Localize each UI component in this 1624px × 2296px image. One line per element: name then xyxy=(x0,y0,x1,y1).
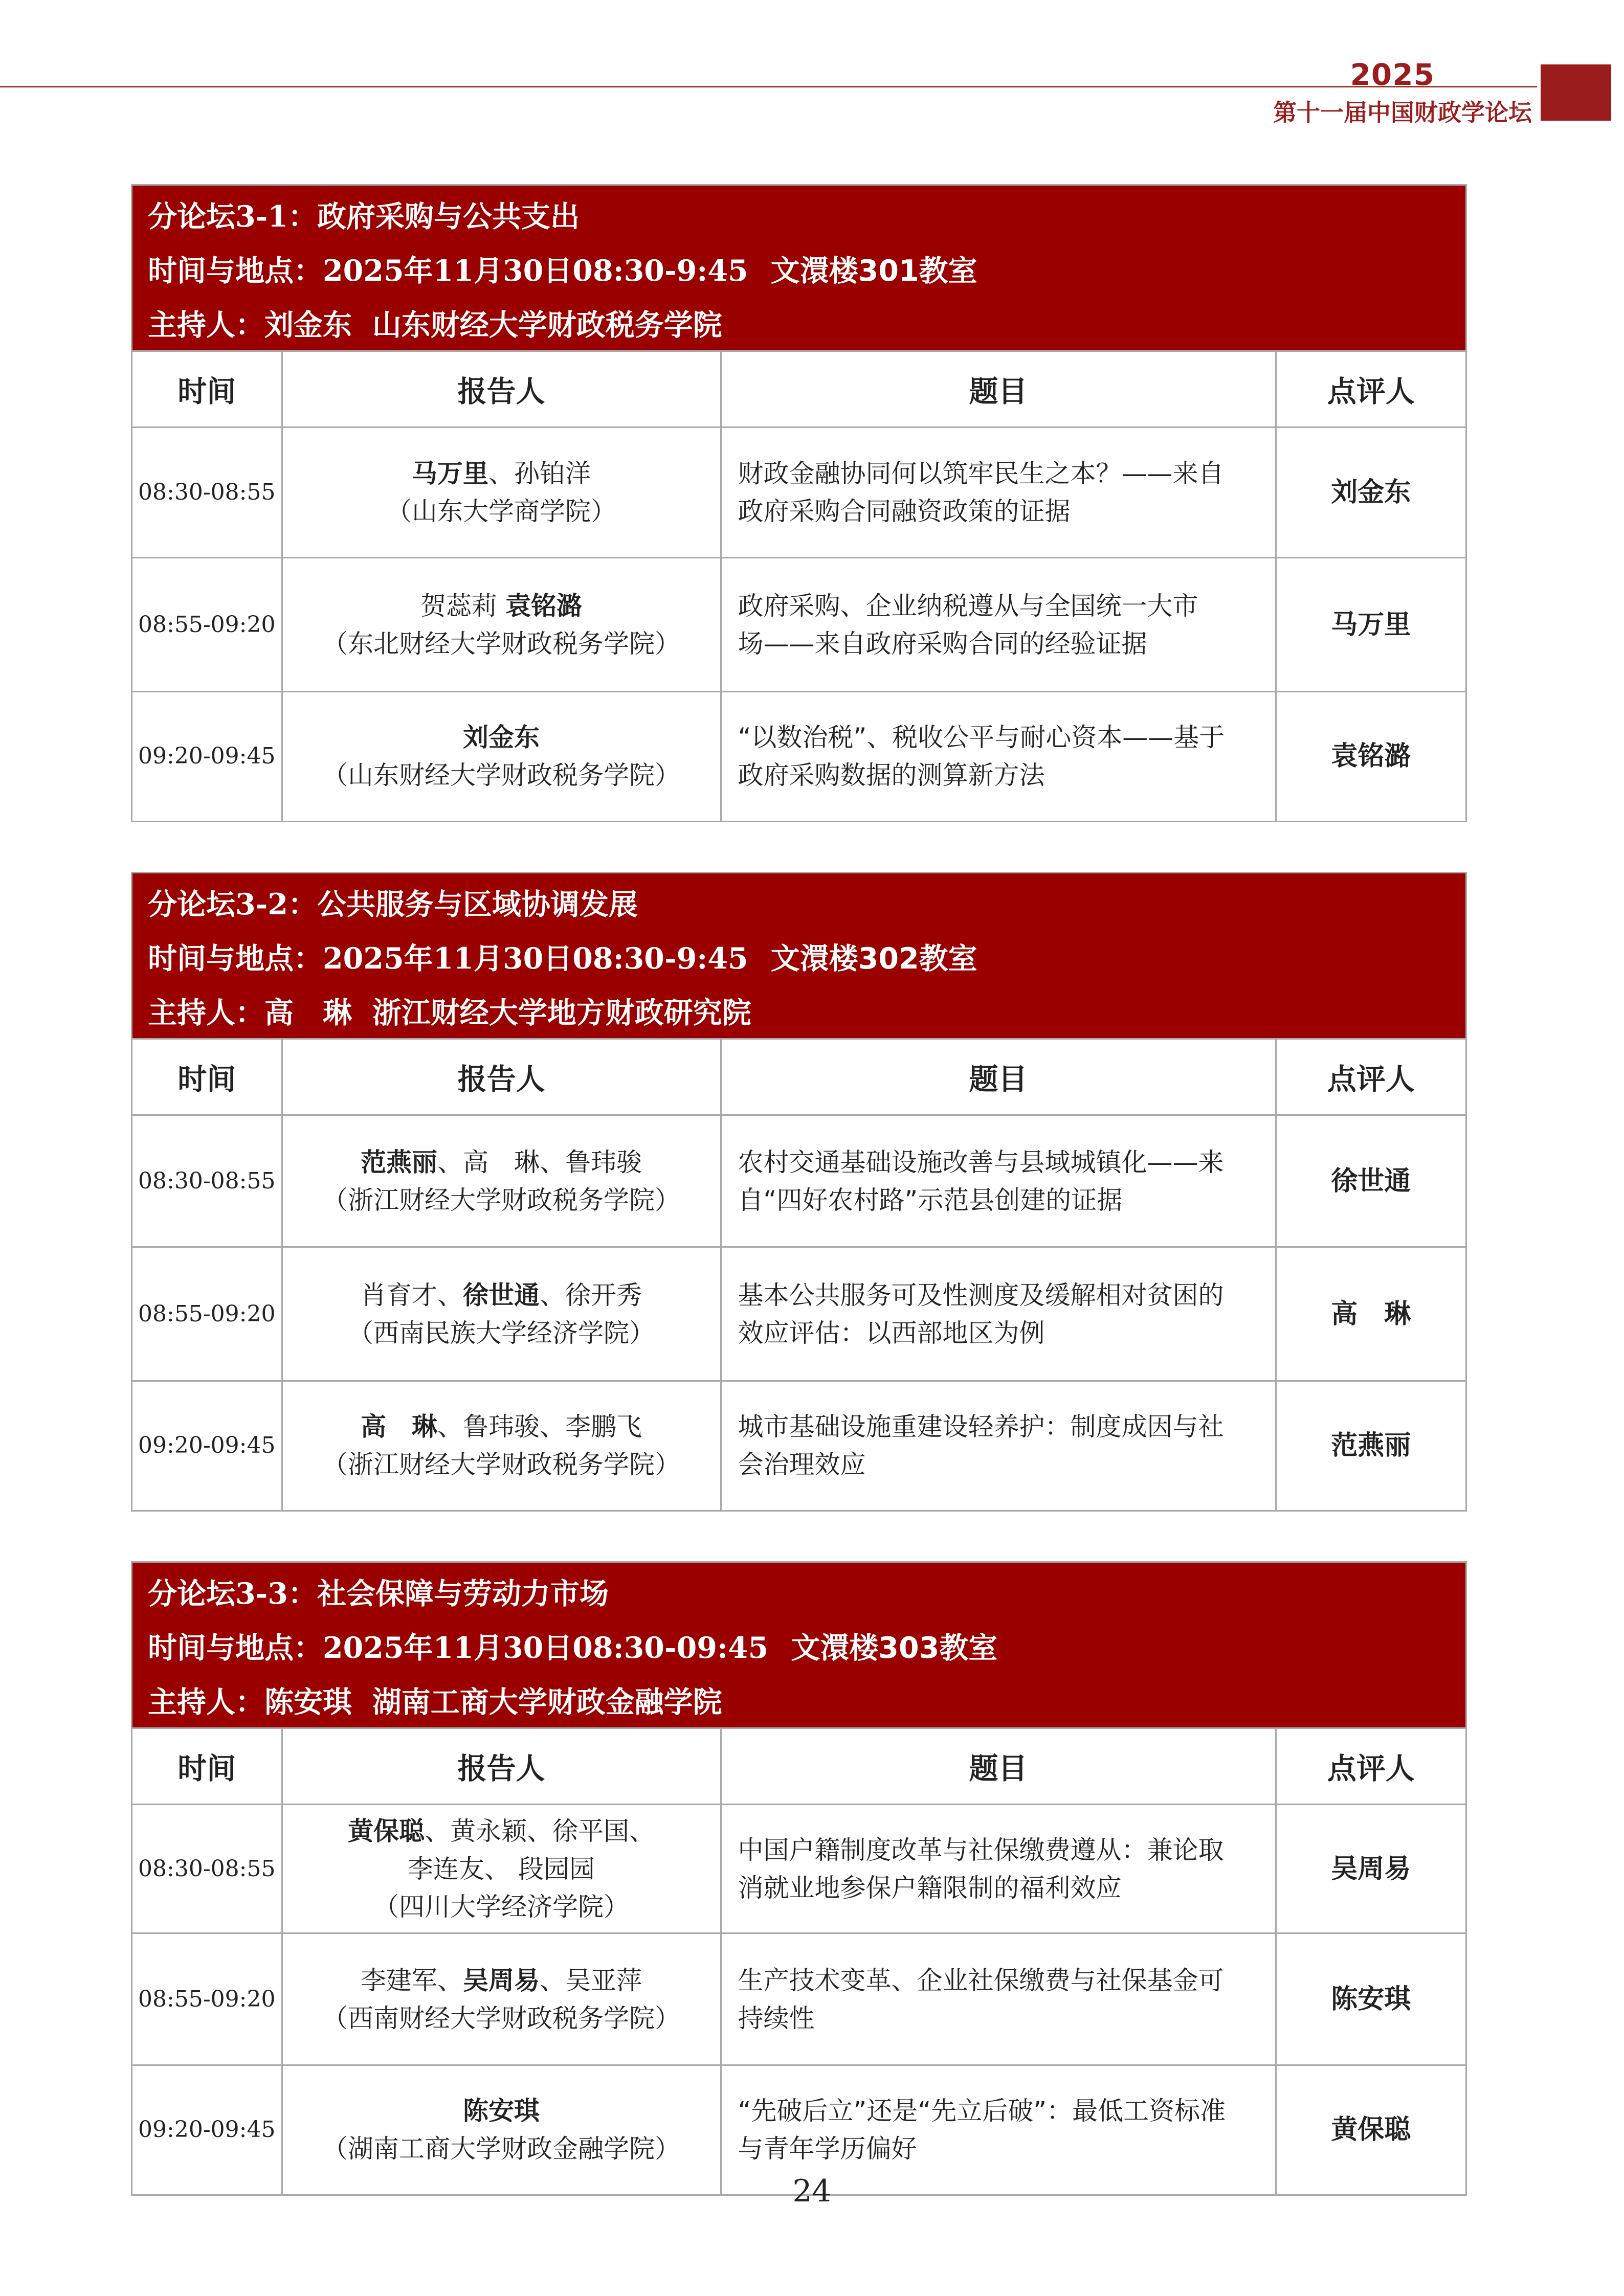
speaker-line: 马万里、孙铂洋 xyxy=(412,459,591,488)
topic-line: 效应评估：以西部地区为例 xyxy=(738,1318,1045,1348)
topic-cell xyxy=(721,1933,1276,2065)
speakers-cell xyxy=(282,1115,721,1247)
topic-cell xyxy=(721,1247,1276,1381)
column-header-reviewer: 点评人 xyxy=(1276,1039,1465,1115)
speakers-cell xyxy=(282,1247,721,1381)
header-rule xyxy=(0,86,1537,87)
column-header-time: 时间 xyxy=(132,1728,282,1805)
session-time: 09:20-09:45 xyxy=(132,692,282,821)
session-time: 08:30-08:55 xyxy=(132,1805,282,1933)
column-header-speaker: 报告人 xyxy=(282,351,721,427)
table-header-row xyxy=(132,1039,1465,1115)
speaker-line: （四川大学经济学院） xyxy=(373,1892,629,1922)
topic-line: 政府采购合同融资政策的证据 xyxy=(738,497,1071,526)
forum-title: 分论坛3-1：政府采购与公共支出 xyxy=(148,199,580,234)
table-row xyxy=(132,558,1465,692)
speakers-cell xyxy=(282,1933,721,2065)
speaker-line: 刘金东 xyxy=(463,723,540,753)
table-header-row xyxy=(132,1728,1465,1805)
reviewer: 范燕丽 xyxy=(1276,1381,1465,1510)
speaker-line: 陈安琪 xyxy=(463,2096,540,2126)
reviewer: 袁铭潞 xyxy=(1276,692,1465,821)
schedule-table xyxy=(132,350,1465,821)
session-time: 08:55-09:20 xyxy=(132,558,282,692)
forum-host: 主持人：陈安琪 湖南工商大学财政金融学院 xyxy=(148,1685,722,1719)
table-row xyxy=(132,1805,1465,1933)
reviewer: 徐世通 xyxy=(1276,1115,1465,1247)
speaker-line: 肖育才、徐世通、徐开秀 xyxy=(361,1280,642,1310)
topic-line: 政府采购、企业纳税遵从与全国统一大市 xyxy=(738,591,1198,621)
session-time: 09:20-09:45 xyxy=(132,2065,282,2194)
table-row xyxy=(132,692,1465,821)
forum-title: 分论坛3-3：社会保障与劳动力市场 xyxy=(148,1577,609,1611)
session-time: 08:30-08:55 xyxy=(132,427,282,558)
topic-line: 生产技术变革、企业社保缴费与社保基金可 xyxy=(738,1965,1224,1995)
forum-section xyxy=(131,1561,1467,2196)
speakers-cell xyxy=(282,692,721,821)
column-header-reviewer: 点评人 xyxy=(1276,1728,1465,1805)
column-header-time: 时间 xyxy=(132,1039,282,1115)
table-row xyxy=(132,1247,1465,1381)
topic-line: 基本公共服务可及性测度及缓解相对贫困的 xyxy=(738,1280,1224,1310)
speaker-line: 贺蕊莉 袁铭潞 xyxy=(420,591,582,621)
topic-line: 与青年学历偏好 xyxy=(738,2134,917,2164)
reviewer: 黄保聪 xyxy=(1276,2065,1465,2194)
topic-cell xyxy=(721,1115,1276,1247)
topic-cell xyxy=(721,558,1276,692)
reviewer: 刘金东 xyxy=(1276,427,1465,558)
topic-line: 中国户籍制度改革与社保缴费遵从：兼论取 xyxy=(738,1835,1224,1865)
page-number: 24 xyxy=(792,2173,832,2209)
speakers-cell xyxy=(282,558,721,692)
topic-line: 消就业地参保户籍限制的福利效应 xyxy=(738,1873,1122,1903)
schedule-table xyxy=(132,1727,1465,2194)
speakers-cell xyxy=(282,1805,721,1933)
speaker-line: （浙江财经大学财政税务学院） xyxy=(322,1450,680,1480)
forum-header xyxy=(132,1563,1465,1727)
header-subtitle: 第十一届中国财政学论坛 xyxy=(1273,99,1532,126)
forum-section xyxy=(131,184,1467,822)
forum-time-place: 时间与地点：2025年11月30日08:30-9:45 文澴楼301教室 xyxy=(148,254,977,288)
speaker-line: 黄保聪、黄永颖、徐平国、 xyxy=(348,1816,655,1846)
schedule-table xyxy=(132,1038,1465,1510)
topic-cell xyxy=(721,1381,1276,1510)
topic-line: 会治理效应 xyxy=(738,1450,866,1480)
topic-line: 场——来自政府采购合同的经验证据 xyxy=(738,628,1147,659)
topic-cell xyxy=(721,1805,1276,1933)
forum-title: 分论坛3-2：公共服务与区域协调发展 xyxy=(148,887,638,921)
reviewer: 马万里 xyxy=(1276,558,1465,692)
speaker-line: （东北财经大学财政税务学院） xyxy=(322,628,680,659)
topic-line: 持续性 xyxy=(738,2003,815,2033)
topic-line: 政府采购数据的测算新方法 xyxy=(738,760,1045,791)
session-time: 09:20-09:45 xyxy=(132,1381,282,1510)
column-header-speaker: 报告人 xyxy=(282,1728,721,1805)
topic-line: “先破后立”还是“先立后破”：最低工资标准 xyxy=(738,2096,1226,2126)
forum-header xyxy=(132,186,1465,350)
table-header-row xyxy=(132,351,1465,427)
forum-time-place: 时间与地点：2025年11月30日08:30-09:45 文澴楼303教室 xyxy=(148,1631,998,1665)
reviewer: 陈安琪 xyxy=(1276,1933,1465,2065)
speakers-cell xyxy=(282,1381,721,1510)
column-header-topic: 题目 xyxy=(721,1728,1276,1805)
forum-host: 主持人：高 琳 浙江财经大学地方财政研究院 xyxy=(148,996,751,1030)
session-time: 08:30-08:55 xyxy=(132,1115,282,1247)
session-time: 08:55-09:20 xyxy=(132,1247,282,1381)
forum-host: 主持人：刘金东 山东财经大学财政税务学院 xyxy=(148,308,722,342)
forum-header xyxy=(132,873,1465,1038)
speaker-line: （山东大学商学院） xyxy=(386,497,616,526)
table-row xyxy=(132,1933,1465,2065)
header-color-block xyxy=(1541,64,1611,121)
table-row xyxy=(132,1381,1465,1510)
table-row xyxy=(132,427,1465,558)
topic-line: 财政金融协同何以筑牢民生之本？——来自 xyxy=(738,459,1224,488)
header-year: 2025 xyxy=(1350,57,1435,92)
speaker-line: 李建军、吴周易、吴亚萍 xyxy=(361,1965,642,1995)
column-header-topic: 题目 xyxy=(721,351,1276,427)
speaker-line: 李连友、 段园园 xyxy=(408,1854,595,1884)
speaker-line: （浙江财经大学财政税务学院） xyxy=(322,1185,680,1215)
speakers-cell xyxy=(282,427,721,558)
topic-line: 农村交通基础设施改善与县域城镇化——来 xyxy=(738,1147,1224,1177)
topic-line: “以数治税”、税收公平与耐心资本——基于 xyxy=(738,723,1225,753)
forum-time-place: 时间与地点：2025年11月30日08:30-9:45 文澴楼302教室 xyxy=(148,941,977,976)
session-time: 08:55-09:20 xyxy=(132,1933,282,2065)
topic-line: 城市基础设施重建设轻养护：制度成因与社 xyxy=(738,1412,1224,1442)
column-header-time: 时间 xyxy=(132,351,282,427)
column-header-speaker: 报告人 xyxy=(282,1039,721,1115)
forum-section xyxy=(131,872,1467,1512)
reviewer: 高 琳 xyxy=(1276,1247,1465,1381)
speaker-line: 范燕丽、高 琳、鲁玮骏 xyxy=(361,1147,642,1177)
topic-cell xyxy=(721,692,1276,821)
reviewer: 吴周易 xyxy=(1276,1805,1465,1933)
topic-line: 自“四好农村路”示范县创建的证据 xyxy=(738,1185,1123,1215)
speaker-line: 高 琳、鲁玮骏、李鹏飞 xyxy=(361,1412,642,1442)
speaker-line: （山东财经大学财政税务学院） xyxy=(322,760,680,791)
speaker-line: （西南民族大学经济学院） xyxy=(348,1318,655,1348)
table-row xyxy=(132,1115,1465,1247)
topic-cell xyxy=(721,427,1276,558)
speaker-line: （湖南工商大学财政金融学院） xyxy=(322,2134,680,2164)
speaker-line: （西南财经大学财政税务学院） xyxy=(322,2003,680,2033)
column-header-topic: 题目 xyxy=(721,1039,1276,1115)
column-header-reviewer: 点评人 xyxy=(1276,351,1465,427)
